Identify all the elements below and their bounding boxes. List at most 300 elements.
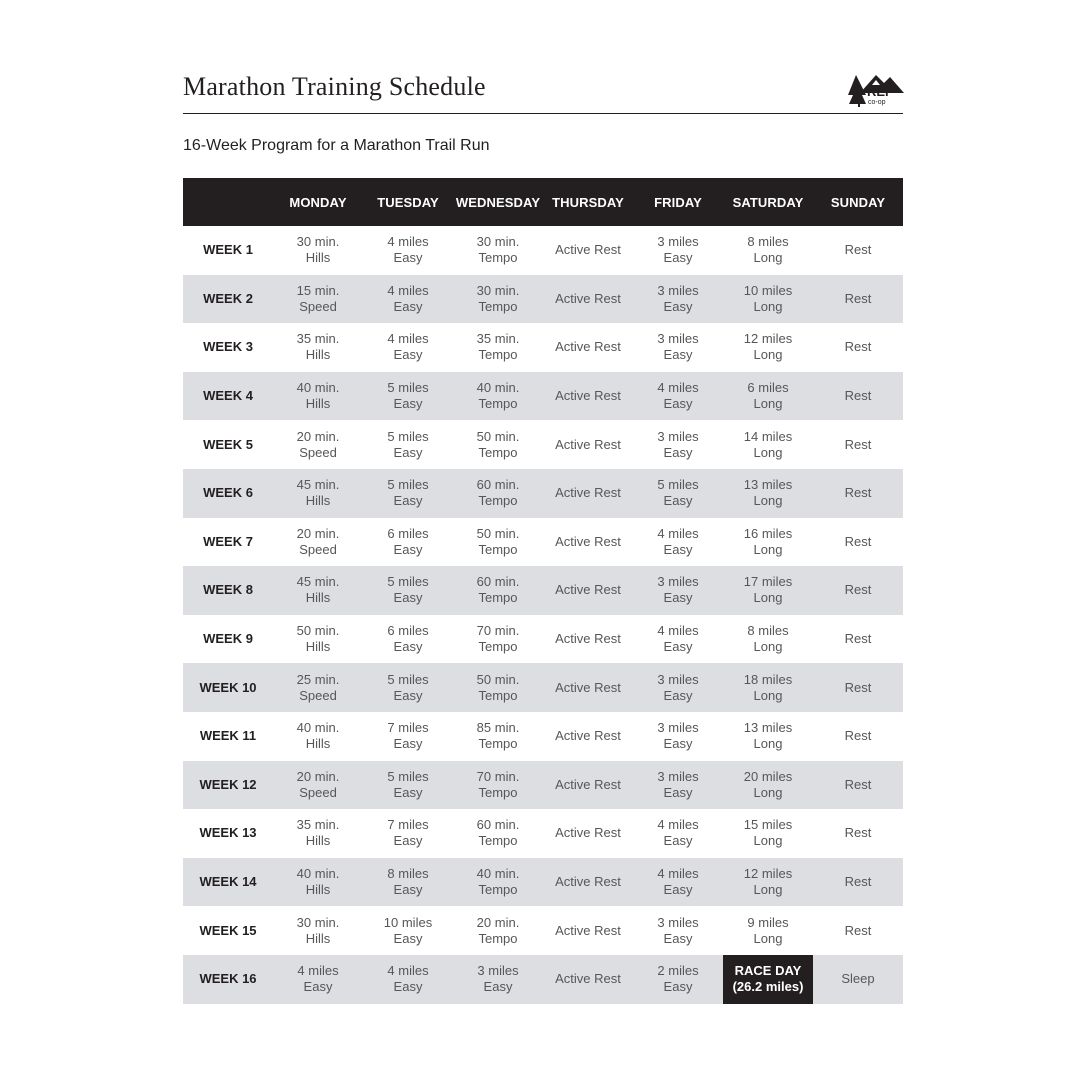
workout-amount: 35 min. bbox=[296, 331, 340, 347]
workout-cell bbox=[723, 761, 813, 810]
workout-cell bbox=[633, 615, 723, 664]
table-row bbox=[183, 955, 903, 1004]
workout-cell bbox=[273, 955, 363, 1004]
workout-cell bbox=[273, 518, 363, 567]
workout-cell bbox=[813, 372, 903, 421]
workout-cell bbox=[813, 663, 903, 712]
workout-cell bbox=[363, 858, 453, 907]
workout-type: Long bbox=[753, 833, 783, 849]
workout-cell bbox=[363, 955, 453, 1004]
workout-type: Easy bbox=[393, 687, 423, 703]
workout-cell bbox=[723, 518, 813, 567]
workout-cell bbox=[543, 469, 633, 518]
workout-amount: 15 min. bbox=[296, 282, 340, 298]
workout-cell bbox=[453, 518, 543, 567]
workout-amount: 9 miles bbox=[747, 914, 789, 930]
workout-amount: 4 miles bbox=[387, 963, 429, 979]
table-row bbox=[183, 226, 903, 275]
workout-type: Tempo bbox=[478, 833, 518, 849]
workout-type: Tempo bbox=[478, 444, 518, 460]
workout-cell bbox=[453, 566, 543, 615]
workout-amount: Rest bbox=[844, 679, 872, 695]
workout-cell bbox=[723, 615, 813, 664]
workout-amount: 5 miles bbox=[387, 768, 429, 784]
week-label: WEEK 16 bbox=[183, 955, 273, 1004]
workout-cell bbox=[633, 712, 723, 761]
workout-cell bbox=[723, 420, 813, 469]
header-tuesday: TUESDAY bbox=[363, 178, 453, 226]
workout-amount: 5 miles bbox=[387, 428, 429, 444]
workout-amount: 30 min. bbox=[296, 234, 340, 250]
training-schedule-table bbox=[183, 178, 903, 1004]
workout-type: Long bbox=[753, 541, 783, 557]
workout-amount: 4 miles bbox=[387, 331, 429, 347]
workout-cell bbox=[273, 663, 363, 712]
workout-type: Easy bbox=[393, 590, 423, 606]
workout-amount: 20 min. bbox=[296, 428, 340, 444]
workout-cell bbox=[363, 518, 453, 567]
workout-cell bbox=[813, 712, 903, 761]
workout-amount: 35 min. bbox=[296, 817, 340, 833]
race-day-cell bbox=[723, 955, 813, 1004]
workout-type: Long bbox=[753, 882, 783, 898]
workout-cell bbox=[543, 712, 633, 761]
workout-amount: 70 min. bbox=[476, 768, 520, 784]
workout-cell bbox=[723, 858, 813, 907]
workout-amount: 20 min. bbox=[296, 525, 340, 541]
workout-amount: 20 min. bbox=[296, 768, 340, 784]
workout-type: Tempo bbox=[478, 590, 518, 606]
week-label: WEEK 14 bbox=[183, 858, 273, 907]
workout-cell bbox=[633, 761, 723, 810]
workout-cell bbox=[813, 858, 903, 907]
workout-amount: Active Rest bbox=[555, 485, 621, 501]
workout-amount: 8 miles bbox=[387, 866, 429, 882]
workout-type: Easy bbox=[393, 979, 423, 995]
workout-amount: 4 miles bbox=[297, 963, 339, 979]
workout-type: Easy bbox=[663, 979, 693, 995]
workout-amount: 35 min. bbox=[476, 331, 520, 347]
workout-cell bbox=[453, 275, 543, 324]
workout-type: Tempo bbox=[478, 396, 518, 412]
logo-text: REI bbox=[867, 84, 889, 99]
workout-amount: 6 miles bbox=[387, 623, 429, 639]
workout-cell bbox=[633, 809, 723, 858]
workout-cell bbox=[453, 809, 543, 858]
workout-amount: 70 min. bbox=[476, 623, 520, 639]
workout-type: Easy bbox=[663, 639, 693, 655]
workout-cell bbox=[633, 226, 723, 275]
workout-cell bbox=[363, 372, 453, 421]
workout-type: Tempo bbox=[478, 250, 518, 266]
workout-cell bbox=[543, 275, 633, 324]
workout-amount: 50 min. bbox=[476, 428, 520, 444]
workout-amount: Active Rest bbox=[555, 436, 621, 452]
workout-amount: 25 min. bbox=[296, 671, 340, 687]
header-friday: FRIDAY bbox=[633, 178, 723, 226]
workout-type: Easy bbox=[663, 541, 693, 557]
workout-type: Long bbox=[753, 736, 783, 752]
workout-type: Speed bbox=[299, 298, 337, 314]
workout-cell bbox=[363, 226, 453, 275]
workout-amount: 45 min. bbox=[296, 477, 340, 493]
workout-cell bbox=[543, 663, 633, 712]
workout-type: Long bbox=[753, 347, 783, 363]
workout-cell bbox=[813, 323, 903, 372]
workout-amount: 3 miles bbox=[657, 720, 699, 736]
header-sunday: SUNDAY bbox=[813, 178, 903, 226]
table-row bbox=[183, 420, 903, 469]
table-row bbox=[183, 566, 903, 615]
workout-amount: 40 min. bbox=[296, 380, 340, 396]
workout-type: Easy bbox=[393, 250, 423, 266]
workout-type: Tempo bbox=[478, 298, 518, 314]
workout-cell bbox=[633, 858, 723, 907]
table-row bbox=[183, 809, 903, 858]
workout-amount: 5 miles bbox=[387, 380, 429, 396]
workout-cell bbox=[453, 469, 543, 518]
workout-type: Long bbox=[753, 590, 783, 606]
workout-cell bbox=[813, 809, 903, 858]
workout-amount: 3 miles bbox=[477, 963, 519, 979]
workout-amount: Rest bbox=[844, 485, 872, 501]
workout-amount: Rest bbox=[844, 922, 872, 938]
workout-cell bbox=[363, 906, 453, 955]
workout-type: Tempo bbox=[478, 687, 518, 703]
workout-amount: 8 miles bbox=[747, 234, 789, 250]
workout-type: Tempo bbox=[478, 493, 518, 509]
workout-cell bbox=[453, 323, 543, 372]
workout-amount: 5 miles bbox=[387, 671, 429, 687]
workout-type: Long bbox=[753, 250, 783, 266]
workout-amount: 17 miles bbox=[743, 574, 793, 590]
workout-amount: Rest bbox=[844, 874, 872, 890]
workout-amount: 5 miles bbox=[387, 477, 429, 493]
workout-amount: 12 miles bbox=[743, 866, 793, 882]
rei-coop-logo bbox=[846, 73, 906, 107]
workout-cell bbox=[813, 469, 903, 518]
week-label: WEEK 11 bbox=[199, 728, 257, 744]
week-label: WEEK 6 bbox=[183, 469, 273, 518]
workout-type: Tempo bbox=[478, 736, 518, 752]
workout-cell bbox=[543, 615, 633, 664]
workout-amount: 60 min. bbox=[476, 574, 520, 590]
workout-amount: 40 min. bbox=[296, 720, 340, 736]
workout-type: Hills bbox=[305, 736, 331, 752]
workout-cell bbox=[633, 906, 723, 955]
workout-cell bbox=[543, 226, 633, 275]
workout-cell bbox=[273, 469, 363, 518]
workout-cell bbox=[543, 518, 633, 567]
workout-cell bbox=[453, 615, 543, 664]
workout-amount: 50 min. bbox=[476, 525, 520, 541]
workout-type: Long bbox=[753, 930, 783, 946]
workout-amount: 13 miles bbox=[743, 477, 793, 493]
workout-type: Hills bbox=[305, 833, 331, 849]
workout-cell bbox=[273, 226, 363, 275]
workout-cell bbox=[813, 420, 903, 469]
workout-amount: 12 miles bbox=[743, 331, 793, 347]
week-label: WEEK 7 bbox=[203, 533, 253, 549]
workout-amount: 10 miles bbox=[383, 914, 433, 930]
workout-amount: 16 miles bbox=[743, 525, 793, 541]
workout-type: Easy bbox=[393, 396, 423, 412]
workout-amount: 20 miles bbox=[743, 768, 793, 784]
workout-cell bbox=[363, 712, 453, 761]
workout-cell bbox=[633, 955, 723, 1004]
workout-amount: Rest bbox=[844, 436, 872, 452]
workout-cell bbox=[723, 906, 813, 955]
workout-type: Tempo bbox=[478, 930, 518, 946]
workout-amount: Active Rest bbox=[555, 242, 621, 258]
workout-type: Easy bbox=[393, 736, 423, 752]
workout-amount: 85 min. bbox=[476, 720, 520, 736]
workout-amount: 4 miles bbox=[657, 817, 699, 833]
workout-amount: 4 miles bbox=[387, 234, 429, 250]
table-header-row bbox=[183, 178, 903, 226]
workout-type: Easy bbox=[663, 736, 693, 752]
workout-cell bbox=[813, 566, 903, 615]
workout-cell bbox=[273, 566, 363, 615]
workout-cell bbox=[363, 663, 453, 712]
workout-amount: 3 miles bbox=[657, 331, 699, 347]
workout-amount: Active Rest bbox=[555, 290, 621, 306]
workout-type: Easy bbox=[663, 882, 693, 898]
workout-cell bbox=[723, 809, 813, 858]
workout-cell bbox=[813, 761, 903, 810]
workout-type: Easy bbox=[393, 347, 423, 363]
workout-amount: Active Rest bbox=[555, 825, 621, 841]
workout-cell bbox=[453, 906, 543, 955]
workout-type: Easy bbox=[663, 784, 693, 800]
workout-cell bbox=[273, 372, 363, 421]
workout-cell bbox=[723, 663, 813, 712]
workout-amount: 18 miles bbox=[743, 671, 793, 687]
workout-type: Tempo bbox=[478, 639, 518, 655]
workout-amount: Rest bbox=[844, 582, 872, 598]
workout-amount: 50 min. bbox=[296, 623, 340, 639]
workout-amount: Rest bbox=[844, 339, 872, 355]
week-label: WEEK 8 bbox=[183, 566, 273, 615]
workout-type: Easy bbox=[663, 347, 693, 363]
header-thursday: THURSDAY bbox=[543, 178, 633, 226]
workout-type: Hills bbox=[305, 639, 331, 655]
workout-type: Tempo bbox=[478, 882, 518, 898]
workout-cell bbox=[273, 712, 363, 761]
workout-cell bbox=[453, 712, 543, 761]
workout-cell bbox=[723, 275, 813, 324]
workout-amount: Active Rest bbox=[555, 631, 621, 647]
workout-type: Easy bbox=[663, 590, 693, 606]
workout-cell bbox=[363, 420, 453, 469]
workout-cell bbox=[273, 761, 363, 810]
week-label: WEEK 5 bbox=[203, 436, 253, 452]
table-row bbox=[183, 663, 903, 712]
workout-type: Easy bbox=[483, 979, 513, 995]
workout-amount: 14 miles bbox=[743, 428, 793, 444]
workout-cell bbox=[543, 955, 633, 1004]
workout-cell bbox=[813, 518, 903, 567]
workout-amount: 6 miles bbox=[747, 380, 789, 396]
workout-cell bbox=[453, 858, 543, 907]
workout-cell bbox=[813, 226, 903, 275]
workout-type: Long bbox=[753, 493, 783, 509]
week-label: WEEK 15 bbox=[199, 922, 257, 938]
header-wednesday: WEDNESDAY bbox=[453, 178, 543, 226]
workout-amount: 20 min. bbox=[476, 914, 520, 930]
workout-type: Easy bbox=[393, 541, 423, 557]
workout-type: Long bbox=[753, 784, 783, 800]
workout-amount: 13 miles bbox=[743, 720, 793, 736]
workout-cell bbox=[453, 372, 543, 421]
table-row bbox=[183, 858, 903, 907]
week-label: WEEK 9 bbox=[203, 631, 253, 647]
workout-cell bbox=[273, 323, 363, 372]
workout-type: Speed bbox=[299, 541, 337, 557]
workout-cell bbox=[633, 275, 723, 324]
workout-cell bbox=[813, 275, 903, 324]
workout-amount: Active Rest bbox=[555, 728, 621, 744]
workout-amount: 15 miles bbox=[743, 817, 793, 833]
workout-amount: 7 miles bbox=[387, 817, 429, 833]
workout-type: Hills bbox=[305, 396, 331, 412]
workout-type: Easy bbox=[663, 833, 693, 849]
workout-cell bbox=[543, 323, 633, 372]
workout-amount: Active Rest bbox=[555, 971, 621, 987]
workout-cell bbox=[633, 323, 723, 372]
workout-amount: 40 min. bbox=[476, 866, 520, 882]
workout-amount: RACE DAY bbox=[734, 963, 802, 979]
workout-amount: Rest bbox=[844, 825, 872, 841]
workout-amount: 30 min. bbox=[476, 282, 520, 298]
workout-amount: Rest bbox=[844, 728, 872, 744]
header-saturday: SATURDAY bbox=[723, 178, 813, 226]
workout-amount: Rest bbox=[844, 533, 872, 549]
table-row bbox=[183, 761, 903, 810]
workout-amount: Rest bbox=[844, 631, 872, 647]
table-body bbox=[183, 226, 903, 1004]
workout-cell bbox=[543, 566, 633, 615]
workout-amount: 4 miles bbox=[657, 380, 699, 396]
workout-type: Tempo bbox=[478, 784, 518, 800]
workout-amount: Sleep bbox=[841, 971, 875, 987]
workout-type: Easy bbox=[663, 444, 693, 460]
workout-cell bbox=[363, 566, 453, 615]
workout-amount: Rest bbox=[844, 290, 872, 306]
workout-cell bbox=[543, 858, 633, 907]
workout-cell bbox=[813, 955, 903, 1004]
workout-type: Easy bbox=[663, 298, 693, 314]
workout-type: Easy bbox=[393, 882, 423, 898]
workout-amount: 4 miles bbox=[387, 282, 429, 298]
workout-amount: 5 miles bbox=[657, 477, 699, 493]
workout-cell bbox=[633, 566, 723, 615]
workout-type: Easy bbox=[663, 250, 693, 266]
week-label: WEEK 12 bbox=[183, 761, 273, 810]
week-label: WEEK 13 bbox=[199, 825, 257, 841]
workout-type: Easy bbox=[303, 979, 333, 995]
week-label: WEEK 10 bbox=[183, 663, 273, 712]
workout-cell bbox=[633, 663, 723, 712]
workout-amount: 4 miles bbox=[657, 623, 699, 639]
workout-cell bbox=[453, 955, 543, 1004]
workout-amount: 3 miles bbox=[657, 914, 699, 930]
workout-type: Hills bbox=[305, 930, 331, 946]
workout-type: Hills bbox=[305, 250, 331, 266]
workout-type: Hills bbox=[305, 882, 331, 898]
workout-cell bbox=[723, 566, 813, 615]
workout-amount: Rest bbox=[844, 388, 872, 404]
workout-cell bbox=[723, 323, 813, 372]
workout-type: Speed bbox=[299, 444, 337, 460]
workout-type: Tempo bbox=[478, 347, 518, 363]
workout-amount: 3 miles bbox=[657, 671, 699, 687]
workout-cell bbox=[273, 809, 363, 858]
workout-type: Easy bbox=[393, 784, 423, 800]
workout-type: Easy bbox=[393, 639, 423, 655]
workout-amount: 60 min. bbox=[476, 817, 520, 833]
workout-cell bbox=[363, 809, 453, 858]
workout-type: Long bbox=[753, 687, 783, 703]
workout-cell bbox=[543, 906, 633, 955]
workout-amount: 8 miles bbox=[747, 623, 789, 639]
workout-amount: 2 miles bbox=[657, 963, 699, 979]
workout-cell bbox=[723, 712, 813, 761]
workout-type: Hills bbox=[305, 590, 331, 606]
workout-amount: 4 miles bbox=[657, 525, 699, 541]
workout-cell bbox=[813, 906, 903, 955]
workout-cell bbox=[633, 518, 723, 567]
workout-type: Easy bbox=[663, 396, 693, 412]
workout-type: Easy bbox=[393, 298, 423, 314]
workout-cell bbox=[543, 372, 633, 421]
workout-cell bbox=[723, 372, 813, 421]
workout-type: Easy bbox=[393, 833, 423, 849]
workout-type: Long bbox=[753, 298, 783, 314]
header-monday: MONDAY bbox=[273, 178, 363, 226]
workout-cell bbox=[813, 615, 903, 664]
table-row bbox=[183, 469, 903, 518]
workout-amount: 4 miles bbox=[657, 866, 699, 882]
workout-type: Easy bbox=[393, 930, 423, 946]
header-corner bbox=[183, 178, 273, 226]
workout-amount: 10 miles bbox=[743, 282, 793, 298]
workout-cell bbox=[453, 420, 543, 469]
workout-amount: 40 min. bbox=[296, 866, 340, 882]
workout-amount: 45 min. bbox=[296, 574, 340, 590]
workout-cell bbox=[723, 469, 813, 518]
workout-amount: 3 miles bbox=[657, 574, 699, 590]
workout-amount: 3 miles bbox=[657, 428, 699, 444]
workout-cell bbox=[363, 275, 453, 324]
workout-cell bbox=[633, 420, 723, 469]
workout-amount: 40 min. bbox=[476, 380, 520, 396]
workout-cell bbox=[273, 420, 363, 469]
workout-amount: Active Rest bbox=[555, 776, 621, 792]
workout-type: Speed bbox=[299, 687, 337, 703]
workout-type: Long bbox=[753, 396, 783, 412]
workout-cell bbox=[633, 372, 723, 421]
workout-cell bbox=[273, 275, 363, 324]
workout-amount: Active Rest bbox=[555, 582, 621, 598]
workout-amount: Active Rest bbox=[555, 388, 621, 404]
table-row bbox=[183, 906, 903, 955]
workout-type: Easy bbox=[393, 493, 423, 509]
workout-amount: 30 min. bbox=[296, 914, 340, 930]
workout-cell bbox=[453, 663, 543, 712]
workout-amount: 50 min. bbox=[476, 671, 520, 687]
workout-cell bbox=[273, 858, 363, 907]
